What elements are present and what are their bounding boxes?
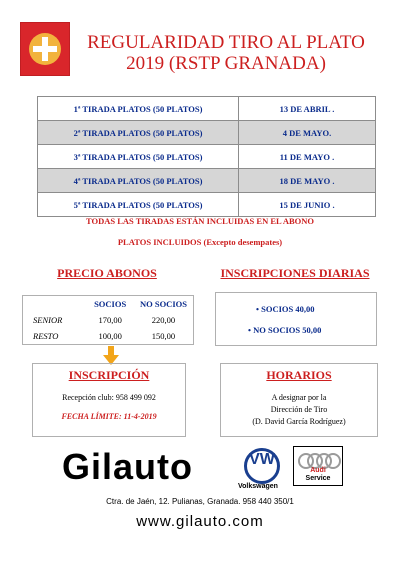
schedule-label: 5ª TIRADA PLATOS (50 PLATOS)	[38, 193, 239, 216]
col-socios: SOCIOS	[94, 299, 127, 309]
audi-service-label: Service	[305, 475, 331, 482]
title-line-2: 2019 (RSTP GRANADA)	[126, 53, 326, 74]
audi-service-logo	[293, 446, 343, 486]
schedule-row	[38, 145, 375, 168]
price-socios: 170,00	[98, 315, 122, 325]
volkswagen-label: Volkswagen	[238, 483, 278, 490]
sponsor-address: Ctra. de Jaén, 12. Pulianas, Granada. 958 440 350/1	[106, 497, 294, 506]
note-line-1: TODAS LAS TIRADAS ESTÁN INCLUIDAS EN EL ABONO	[85, 216, 315, 226]
price-socios: 100,00	[98, 331, 122, 341]
schedule-row	[38, 169, 375, 192]
schedule-row	[38, 121, 375, 144]
horarios-line-2: Dirección de Tiro	[270, 405, 328, 414]
price-table	[22, 295, 194, 345]
title-line-1: REGULARIDAD TIRO AL PLATO	[87, 32, 365, 53]
price-no-socios: 150,00	[151, 331, 176, 341]
schedule-table	[37, 96, 376, 217]
schedule-date: 18 DE MAYO .	[279, 175, 335, 186]
schedule-label: 2ª TIRADA PLATOS (50 PLATOS)	[38, 121, 239, 144]
schedule-row	[38, 97, 375, 120]
price-header-row	[23, 296, 193, 312]
schedule-date: 11 DE MAYO .	[279, 151, 335, 162]
price-row	[23, 312, 193, 328]
horarios-box	[220, 363, 378, 437]
daily-item: • NO SOCIOS 50,00	[248, 325, 322, 335]
inscripcion-title: INSCRIPCIÓN	[68, 368, 150, 382]
inscripcion-phone: Recepción club: 958 499 092	[62, 393, 156, 402]
daily-box	[215, 292, 377, 346]
schedule-label: 3ª TIRADA PLATOS (50 PLATOS)	[38, 145, 239, 168]
inscripcion-deadline: FECHA LÍMITE: 11-4-2019	[61, 412, 157, 421]
schedule-date: 15 DE JUNIO .	[279, 199, 335, 210]
sponsor-website: www.gilauto.com	[136, 513, 264, 530]
audi-label: Audi	[310, 467, 326, 474]
schedule-label: 1ª TIRADA PLATOS (50 PLATOS)	[38, 97, 239, 120]
daily-title: INSCRIPCIONES DIARIAS	[220, 266, 370, 280]
note-line-2: PLATOS INCLUIDOS (Excepto desempates)	[117, 237, 283, 247]
daily-item: • SOCIOS 40,00	[256, 304, 315, 314]
price-row-label: RESTO	[33, 331, 59, 341]
horarios-title: HORARIOS	[266, 368, 332, 382]
schedule-row	[38, 193, 375, 216]
schedule-date: 13 DE ABRIL .	[279, 103, 335, 114]
volkswagen-logo-letters: VW	[249, 451, 275, 468]
col-no-socios: NO SOCIOS	[139, 299, 187, 309]
schedule-label: 4ª TIRADA PLATOS (50 PLATOS)	[38, 169, 239, 192]
gilauto-logo: Gilauto	[62, 446, 193, 487]
schedule-date: 4 DE MAYO.	[282, 127, 332, 138]
price-no-socios: 220,00	[151, 315, 176, 325]
prices-title: PRECIO ABONOS	[57, 266, 157, 280]
club-logo	[20, 22, 70, 76]
horarios-line-3: (D. David García Rodríguez)	[252, 417, 346, 426]
horarios-line-1: A designar por la	[271, 393, 327, 402]
price-row-label: SENIOR	[33, 315, 63, 325]
price-row	[23, 328, 193, 344]
inscripcion-box	[32, 363, 186, 437]
page-title	[76, 32, 376, 74]
